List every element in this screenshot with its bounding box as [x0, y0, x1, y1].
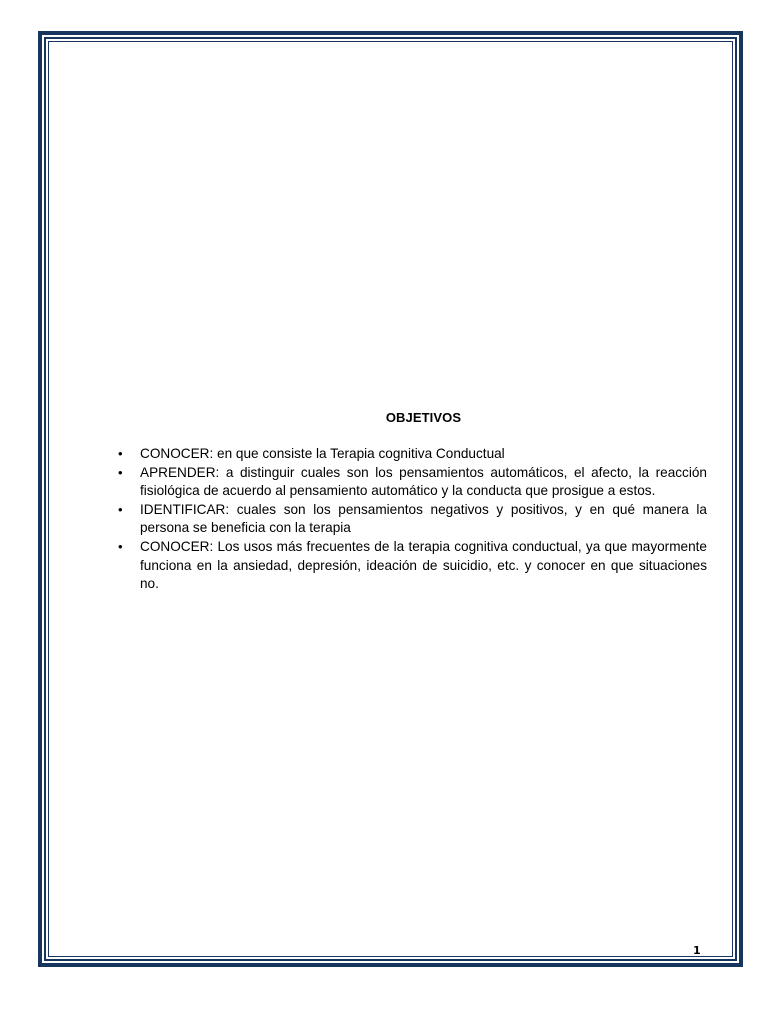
- list-item-text: APRENDER: a distinguir cuales son los pensamientos automáticos, el afecto, la reacción fisiológica de acuerdo al pensamiento automático y la conducta que prosigue a estos.: [140, 464, 707, 499]
- list-item: [118, 464, 707, 501]
- bullet-icon: •: [118, 501, 123, 517]
- objectives-list: [118, 445, 707, 594]
- page-title: OBJETIVOS: [385, 410, 462, 425]
- list-item-text: CONOCER: Los usos más frecuentes de la terapia cognitiva conductual, ya que mayormente funciona en la ansiedad, depresión, ideación de suicidio, etc. y conocer en que situaciones no.: [140, 538, 707, 592]
- list-item: [118, 445, 707, 464]
- list-item: [118, 501, 707, 538]
- list-item-text: IDENTIFICAR: cuales son los pensamientos negativos y positivos, y en qué manera la persona se beneficia con la terapia: [140, 501, 707, 536]
- bullet-icon: •: [118, 446, 123, 461]
- bullet-icon: •: [118, 464, 123, 480]
- page-number: 1: [693, 944, 701, 957]
- list-item: [118, 538, 707, 594]
- bullet-icon: •: [118, 538, 123, 554]
- document-body: [118, 410, 707, 594]
- list-item-text: CONOCER: en que consiste la Terapia cognitiva Conductual: [140, 446, 505, 461]
